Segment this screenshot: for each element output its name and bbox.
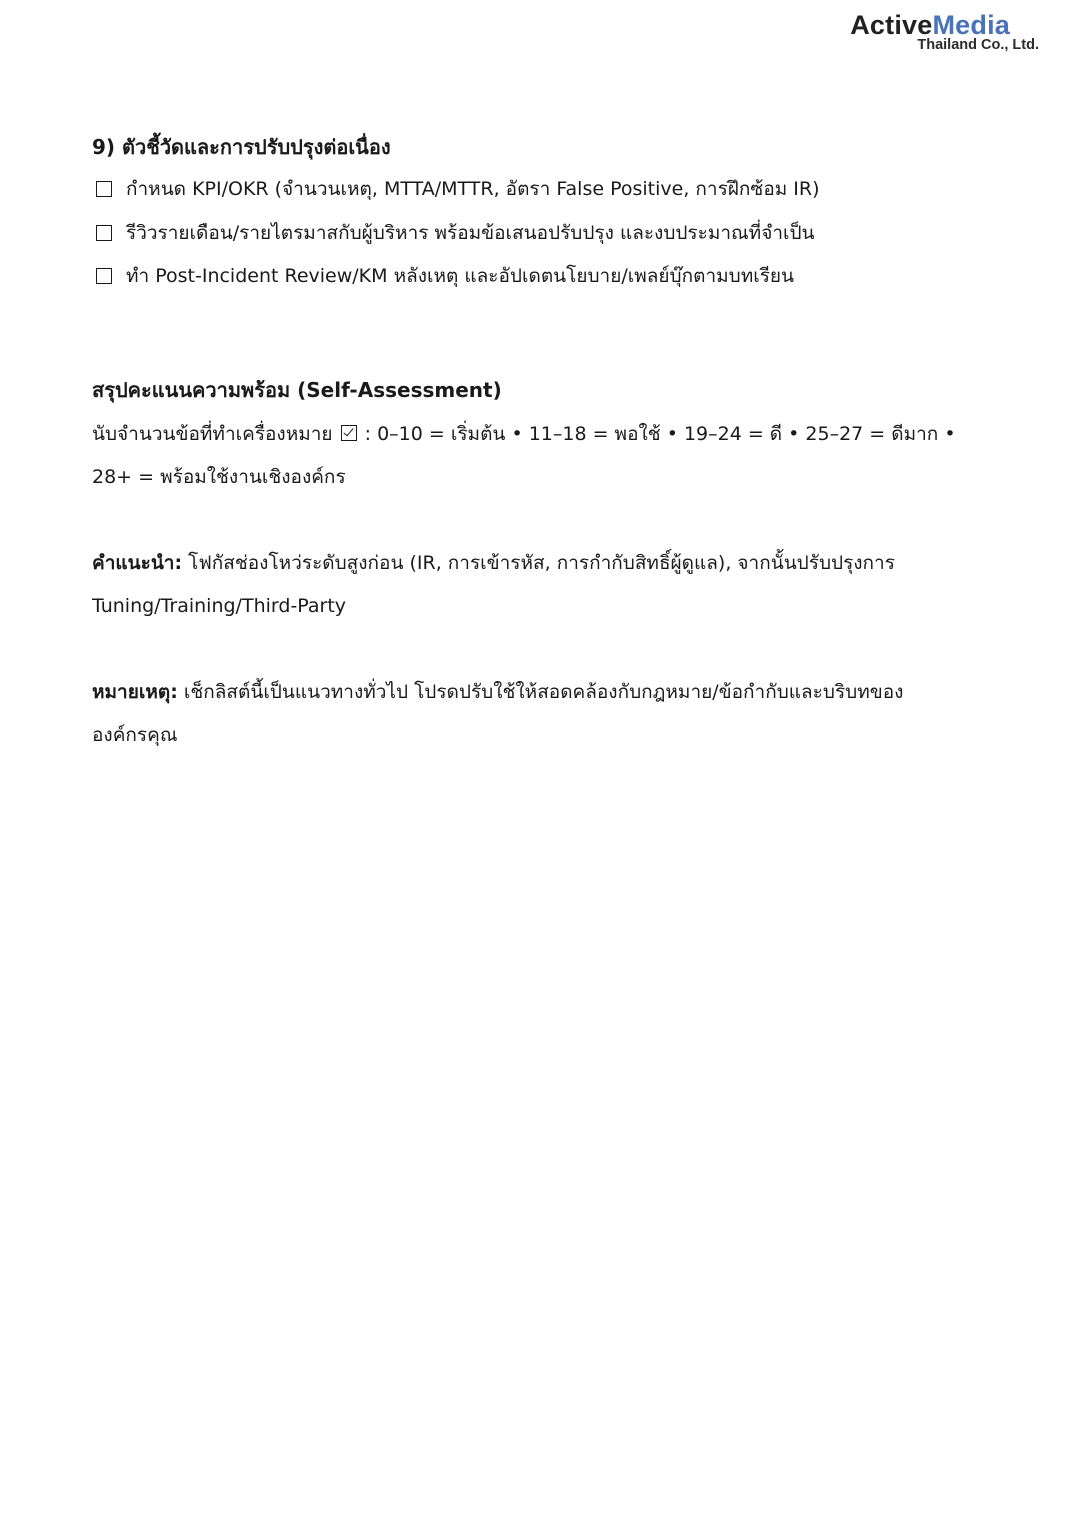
- note-line2: องค์กรคุณ: [92, 724, 178, 746]
- summary-line1-end: : 0–10 = เริ่มต้น • 11–18 = พอใช้ • 19–24 = ดี • 25–27 = ดีมาก •: [358, 423, 956, 445]
- summary-title: สรุปคะแนนความพร้อม (Self-Assessment): [92, 378, 502, 402]
- checklist-item-label: กำหนด KPI/OKR (จำนวนเหตุ, MTTA/MTTR, อัตรา False Positive, การฝึกซ้อม IR): [126, 178, 820, 200]
- note-line1: เช็กลิสต์นี้เป็นแนวทางทั่วไป โปรดปรับใช้ให้สอดคล้องกับกฎหมาย/ข้อกำกับและบริบทของ: [177, 681, 904, 703]
- logo-brand-active: Active: [850, 10, 933, 40]
- note-paragraph: [92, 671, 992, 757]
- unchecked-box-icon[interactable]: [96, 225, 112, 241]
- logo-brand-media: Media: [932, 10, 1010, 40]
- recommendation-line1: โฟกัสช่องโหว่ระดับสูงก่อน (IR, การเข้ารหัส, การกำกับสิทธิ์ผู้ดูแล), จากนั้นปรับปรุงการ: [182, 552, 895, 574]
- ballot-box-with-check-icon: [341, 425, 357, 441]
- document-body: [92, 132, 992, 757]
- section-9-title: 9) ตัวชี้วัดและการปรับปรุงต่อเนื่อง: [92, 135, 391, 159]
- checklist-item-review: [92, 216, 992, 250]
- note-label: หมายเหตุ:: [92, 681, 178, 703]
- checklist-item-post-incident: [92, 259, 992, 293]
- summary-line1-start: นับจำนวนข้อที่ทำเครื่องหมาย: [92, 423, 333, 445]
- recommendation-label: คำแนะนำ:: [92, 552, 183, 574]
- unchecked-box-icon[interactable]: [96, 268, 112, 284]
- unchecked-box-icon[interactable]: [96, 181, 112, 197]
- company-logo: [827, 10, 1057, 58]
- checklist-item-label: รีวิวรายเดือน/รายไตรมาสกับผู้บริหาร พร้อมข้อเสนอปรับปรุง และงบประมาณที่จำเป็น: [126, 221, 815, 244]
- recommendation-line2: Tuning/Training/Third-Party: [92, 595, 347, 617]
- checklist-item-kpi: [92, 172, 992, 206]
- summary-scoring: [92, 413, 992, 499]
- section-9-checklist: [92, 172, 992, 293]
- checklist-item-label: ทำ Post-Incident Review/KM หลังเหตุ และอัปเดตนโยบาย/เพลย์บุ๊กตามบทเรียน: [126, 265, 795, 287]
- logo-subtitle: Thailand Co., Ltd.: [917, 37, 1039, 53]
- recommendation-paragraph: [92, 542, 992, 628]
- summary-line2: 28+ = พร้อมใช้งานเชิงองค์กร: [92, 466, 346, 488]
